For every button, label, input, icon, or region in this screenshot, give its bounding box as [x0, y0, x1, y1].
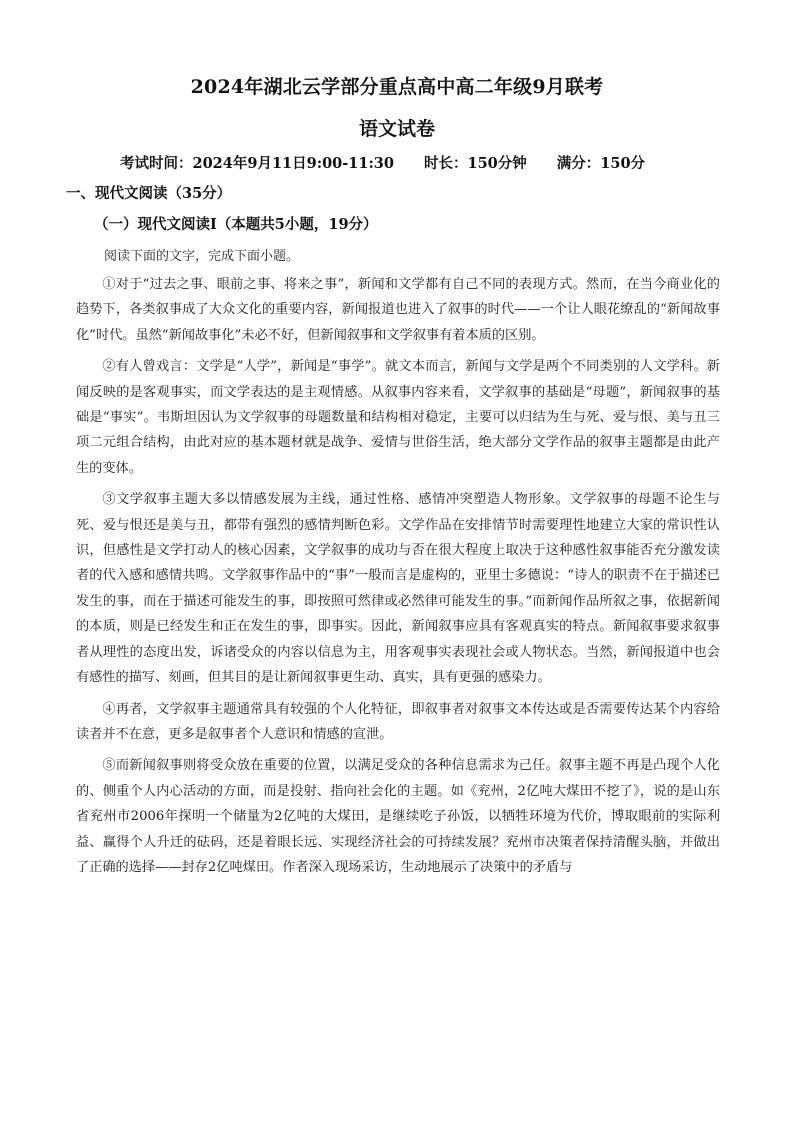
- passage-paragraph-5: ⑤而新闻叙事则将受众放在重要的位置，以满足受众的各种信息需求为己任。叙事主题不再是凸现个人化的、侧重个人内心活动的方面，而是投射、指向社会化的主题。如《兖州，2亿吨大煤田不挖了》，说的是山东省兖州市2006年探明一个储量为2亿吨的大煤田，是继续吃子孙饭，以牺牲环境为代价，博取眼前的实际利益、赢得个人升迁的砝码，还是着眼长远、实现经济社会的可持续发展？兖州市决策者保持清醒头脑，并做出了正确的选择——封存2亿吨煤田。作者深入现场采访，生动地展示了决策中的矛盾与: [76, 758, 720, 875]
- exam-duration: 时长：150分钟: [423, 155, 527, 172]
- passage-paragraph-2: ②有人曾戏言：文学是“人学”，新闻是“事学”。就文本而言，新闻与文学是两个不同类别的人文学科。新闻反映的是客观事实，而文学表达的是主观情感。从叙事内容来看，文学叙事的基础是“母题”，新闻叙事的基础是“事实”。韦斯坦因认为文学叙事的母题数量和结构相对稳定，主要可以归结为生与死、爱与恨、美与丑三项二元组合结构，由此对应的基本题材就是战争、爱情与世俗生活，绝大部分文学作品的叙事主题都是由此产生的变体。: [76, 359, 720, 476]
- subsection-heading: （一）现代文阅读Ⅰ（本题共5小题，19分）: [94, 216, 378, 233]
- exam-info-line: [120, 152, 720, 173]
- reading-passage: [76, 272, 720, 886]
- exam-title: 2024年湖北云学部分重点高中高二年级9月联考: [190, 76, 604, 98]
- section-heading: 一、现代文阅读（35分）: [66, 185, 232, 202]
- passage-paragraph-1: ①对于“过去之事、眼前之事、将来之事”，新闻和文学都有自己不同的表现方式。然而，在当今商业化的趋势下，各类叙事成了大众文化的重要内容，新闻报道也进入了叙事的时代——一个让人眼花缭乱的“新闻故事化”时代。虽然“新闻故事化”未必不好，但新闻叙事和文学叙事有着本质的区别。: [76, 277, 720, 343]
- exam-time: 考试时间：2024年9月11日9:00-11:30: [120, 155, 394, 172]
- passage-paragraph-3: ③文学叙事主题大多以情感发展为主线，通过性格、感情冲突塑造人物形象。文学叙事的母题不论生与死、爱与恨还是美与丑，都带有强烈的感情判断色彩。文学作品在安排情节时需要理性地建立大家的常识性认识，但感性是文学打动人的核心因素，文学叙事的成功与否在很大程度上取决于这种感性叙事能否充分激发读者的代入感和感情共鸣。文学叙事作品中的“事”一般而言是虚构的，亚里士多德说：“诗人的职责不在于描述已发生的事，而在于描述可能发生的事，即按照可然律或必然律可能发生的事。”而新闻作品所叙之事，依据新闻的本质，则是已经发生和正在发生的事，即事实。因此，新闻叙事应具有客观真实的特点。新闻叙事要求叙事者从理性的态度出发，诉诸受众的内容以信息为主，用客观事实表现社会或人物状态。当然，新闻报道中也会有感性的描写、刻画，但其目的是让新闻叙事更生动、真实，具有更强的感染力。: [76, 492, 720, 686]
- reading-instruction: 阅读下面的文字，完成下面小题。: [104, 249, 300, 264]
- exam-full-score: 满分：150分: [556, 155, 646, 172]
- exam-subtitle: 语文试卷: [358, 118, 435, 140]
- passage-paragraph-4: ④再者，文学叙事主题通常具有较强的个人化特征，即叙事者对叙事文本传达或是否需要传达某个内容给读者并不在意，更多是叙事者个人意识和情感的宣泄。: [76, 701, 720, 742]
